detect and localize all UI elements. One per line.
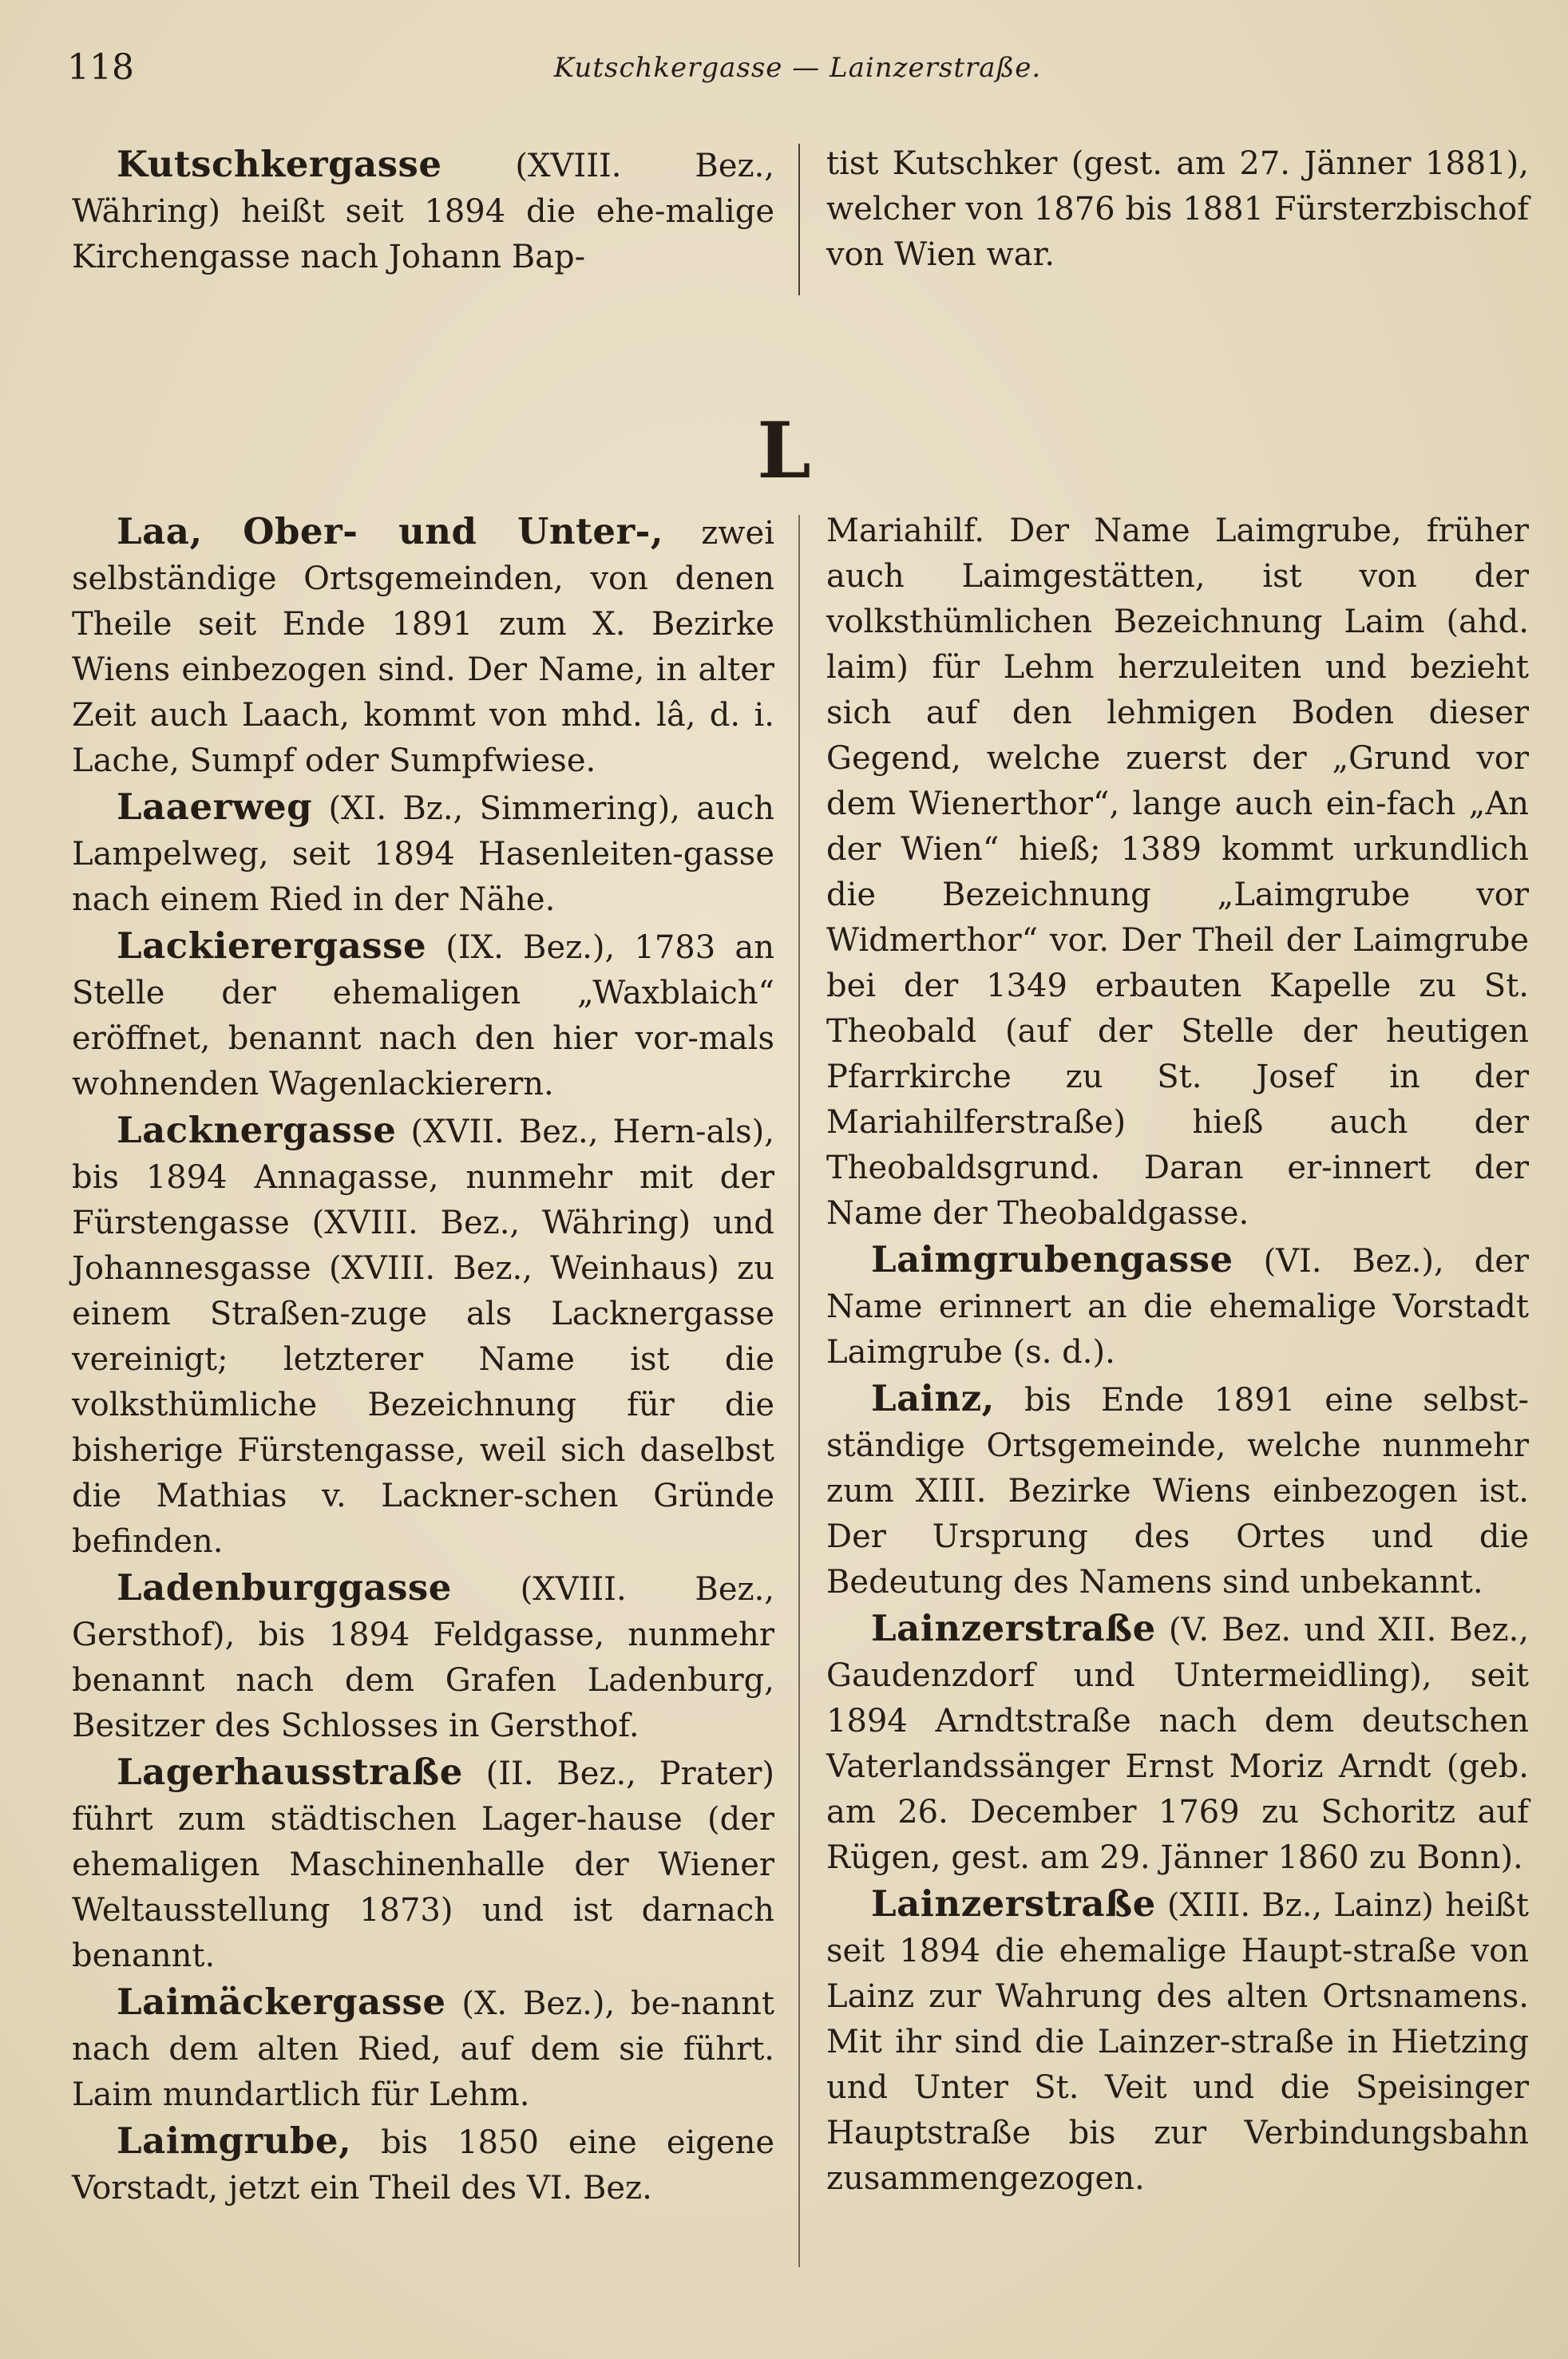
entry-text: (XIII. Bz., Lainz) heißt seit 1894 die ehemalige Haupt-straße von Lainz zur Wahrung des alten Ortsnamens. Mit ihr sind die Lainzer-straße in Hietzing und Unter St. Veit und die Speisinger Hauptstraße bis zur Verbindungsbahn zusammengezogen. <box>826 1887 1529 2197</box>
entry-term: Lacknergasse <box>117 1109 397 1151</box>
entry <box>826 1375 1529 1605</box>
entry <box>826 1605 1529 1881</box>
running-title: Kutschkergasse — Lainzerstraße. <box>553 52 1042 84</box>
entry-term: Kutschkergasse <box>117 143 442 185</box>
column-divider-top <box>798 144 800 295</box>
entry-term: Laimgrubengasse <box>871 1238 1233 1280</box>
entry-text: zwei selbständige Ortsgemeinden, von denen Theile seit Ende 1891 zum X. Bezirke Wiens einbezogen sind. Der Name, in alter Zeit auch Laach, kommt von mhd. lâ, d. i. Lache, Sumpf oder Sumpfwiese. <box>72 515 774 779</box>
entry-text: (V. Bez. und XII. Bez., Gaudenzdorf und Untermeidling), seit 1894 Arndtstraße nach dem deutschen Vaterlandssänger Ernst Moriz Arndt (geb. am 26. December 1769 zu Schoritz auf Rügen, gest. am 29. Jänner 1860 zu Bonn). <box>826 1612 1529 1876</box>
entry-term: Laimgrube, <box>117 2120 352 2162</box>
entry <box>72 509 774 784</box>
page-number: 118 <box>67 47 134 88</box>
entry <box>72 923 774 1107</box>
entry-text: bis Ende 1891 eine selbst-ständige Ortsgemeinde, welche nunmehr zum XIII. Bezirke Wiens einbezogen ist. Der Ursprung des Ortes und die Bedeutung des Namens sind unbekannt. <box>826 1382 1529 1601</box>
entry-text: (XVII. Bez., Hern-als), bis 1894 Annagasse, nunmehr mit der Fürstengasse (XVIII. Bez., Währing) und Johannesgasse (XVIII. Bez., Weinhaus) zu einem Straßen-zuge als Lacknergasse vereinigt; letzterer Name ist die volksthümliche Bezeichnung für die bisherige Fürstengasse, weil sich daselbst die Mathias v. Lackner-schen Gründe befinden. <box>72 1114 774 1560</box>
entry <box>72 1107 774 1565</box>
entry-text: (VI. Bez.), der Name erinnert an die ehemalige Vorstadt Laimgrube (s. d.). <box>826 1243 1529 1371</box>
entry-continuation: Mariahilf. Der Name Laimgrube, früher auch Laimgestätten, ist von der volksthümlichen Bezeichnung Laim (ahd. laim) für Lehm herzuleiten und bezieht sich auf den lehmigen Boden dieser Gegend, welche zuerst der „Grund vor dem Wienerthor“, lange auch ein-fach „An der Wien“ hieß; 1389 kommt urkundlich die Bezeichnung „Laimgrube vor Widmerthor“ vor. Der Theil der Laimgrube bei der 1349 erbauten Kapelle zu St. Theobald (auf der Stelle der heutigen Pfarrkirche zu St. Josef in der Mariahilferstraße) hieß auch der Theobaldsgrund. Daran er-innert der Name der Theobaldgasse. <box>826 513 1529 1232</box>
entry-text: bis 1850 eine eigene Vorstadt, jetzt ein Theil des VI. Bez. <box>72 2124 774 2207</box>
entry-term: Laaerweg <box>117 786 313 828</box>
entry <box>826 1881 1529 2202</box>
entry-text: (II. Bez., Prater) führt zum städtischen Lager-hause (der ehemaligen Maschinenhalle der Wiener Weltausstellung 1873) und ist darnach benannt. <box>72 1755 774 1974</box>
entry-term: Lainzerstraße <box>871 1882 1156 1925</box>
entry <box>72 784 774 923</box>
page-header <box>67 44 1528 92</box>
entry-term: Lainz, <box>871 1377 995 1419</box>
entry <box>72 1979 774 2118</box>
entry-text: (XI. Bz., Simmering), auch Lampelweg, seit 1894 Hasenleiten-gasse nach einem Ried in der Nähe. <box>72 790 774 918</box>
top-right-column <box>826 141 1529 278</box>
left-column <box>72 509 774 2211</box>
top-left-column <box>72 141 774 280</box>
entry <box>72 2118 774 2211</box>
entry-kutschkergasse <box>72 141 774 280</box>
entry-term: Lainzerstraße <box>871 1607 1156 1649</box>
entry <box>826 1237 1529 1375</box>
entry-term: Lackierergasse <box>117 924 427 967</box>
entry-term: Lagerhausstraße <box>117 1751 463 1793</box>
entry-term: Laimäckergasse <box>117 1981 446 2023</box>
entry <box>72 1565 774 1749</box>
entry-text: (XVIII. Bez., Gersthof), bis 1894 Feldgasse, nunmehr benannt nach dem Grafen Ladenburg, Besitzer des Schlosses in Gersthof. <box>72 1571 774 1744</box>
right-column <box>826 509 1529 2202</box>
entry <box>72 1749 774 1979</box>
entry-text: (XVIII. Bez., Währing) heißt seit 1894 die ehe-malige Kirchengasse nach Johann Bap- <box>72 148 774 275</box>
entry-text: (X. Bez.), be-nannt nach dem alten Ried, auf dem sie führt. Laim mundartlich für Lehm. <box>72 1985 774 2113</box>
entry-text: (IX. Bez.), 1783 an Stelle der ehemaligen „Waxblaich“ eröffnet, benannt nach den hier vor-mals wohnenden Wagenlackierern. <box>72 929 774 1102</box>
entry-term: Laa, Ober- und Unter-, <box>117 510 664 552</box>
column-divider <box>798 515 800 2267</box>
entry-kutschkergasse-continued: tist Kutschker (gest. am 27. Jänner 1881), welcher von 1876 bis 1881 Fürsterzbischof von Wien war. <box>826 145 1529 273</box>
entry-term: Ladenburggasse <box>117 1566 452 1609</box>
section-letter: L <box>757 406 811 496</box>
